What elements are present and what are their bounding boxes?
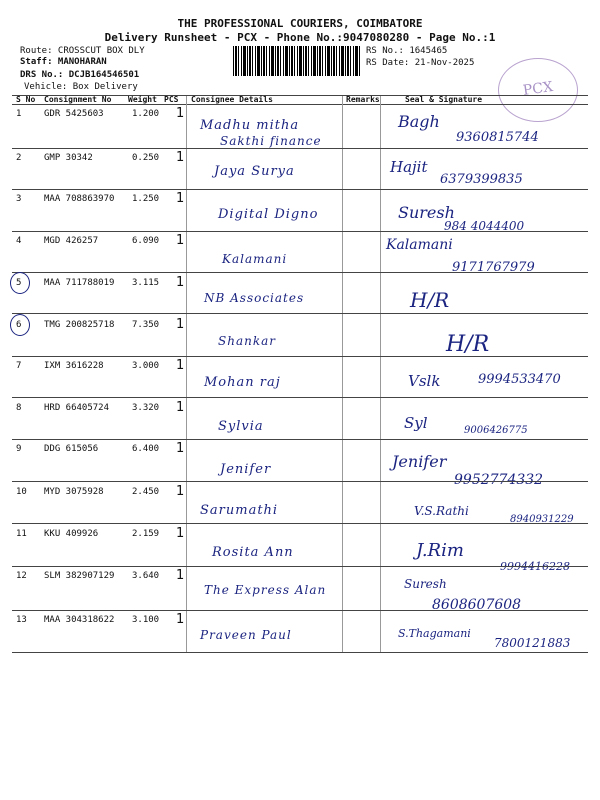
row-sno: 6 xyxy=(16,320,22,330)
row-sno: 10 xyxy=(16,487,27,497)
row-pcs: 1 xyxy=(176,400,185,415)
row-consignment: MAA 304318622 xyxy=(44,615,115,625)
row-signature: Suresh xyxy=(398,203,455,222)
row-weight: 2.159 xyxy=(132,529,160,539)
row-sno: 12 xyxy=(16,571,27,581)
row-signature-phone: 9994533470 xyxy=(478,372,561,387)
row-consignee-name: Madhu mitha xyxy=(200,118,300,133)
drs-number: DRS No.: DCJB164546501 xyxy=(20,70,140,80)
row-sno: 7 xyxy=(16,361,22,371)
row-signature: Bagh xyxy=(398,112,440,131)
row-signature-phone: 9952774332 xyxy=(454,472,544,488)
row-pcs: 1 xyxy=(176,106,185,121)
row-consignee-name: Sylvia xyxy=(218,419,264,434)
row-signature: Jenifer xyxy=(392,452,447,471)
row-weight: 3.100 xyxy=(132,615,160,625)
row-weight: 3.115 xyxy=(132,278,160,288)
col-header-weight: Weight xyxy=(128,95,157,104)
row-weight: 3.320 xyxy=(132,403,160,413)
header-bottom-border xyxy=(12,104,588,105)
row-sno: 5 xyxy=(16,278,22,288)
row-consignee-name: Jaya Surya xyxy=(214,164,295,179)
row-consignment: GDR 5425603 xyxy=(44,109,104,119)
row-consignment: IXM 3616228 xyxy=(44,361,104,371)
row-consignment: MGD 426257 xyxy=(44,236,99,246)
row-weight: 6.400 xyxy=(132,444,160,454)
row-signature: Kalamani xyxy=(386,237,453,253)
row-sno: 4 xyxy=(16,236,22,246)
row-sno: 3 xyxy=(16,194,22,204)
remarks-column-divider xyxy=(342,96,343,652)
row-signature-phone: 9171767979 xyxy=(452,260,535,275)
row-signature: V.S.Rathi xyxy=(414,504,469,518)
row-sno: 9 xyxy=(16,444,22,454)
row-pcs: 1 xyxy=(176,317,185,332)
col-header-seal: Seal & Signature xyxy=(405,95,483,104)
row-signature-phone: 984 4044400 xyxy=(444,219,525,233)
row-signature-phone: 8608607608 xyxy=(432,597,522,613)
row-consignment: SLM 382907129 xyxy=(44,571,115,581)
row-consignee-name: The Express Alan xyxy=(204,583,327,597)
row-signature-phone: 9360815744 xyxy=(456,130,539,145)
consignee-column-divider xyxy=(186,96,187,652)
table-bottom-border xyxy=(12,652,588,653)
row-pcs: 1 xyxy=(176,568,185,583)
row-weight: 3.000 xyxy=(132,361,160,371)
row-pcs: 1 xyxy=(176,441,185,456)
row-signature: Suresh xyxy=(404,577,447,591)
runsheet-subtitle: Delivery Runsheet - PCX - Phone No.:9047080280 - Page No.:1 xyxy=(104,31,496,44)
row-signature: Syl xyxy=(404,414,428,432)
row-consignment: TMG 200825718 xyxy=(44,320,115,330)
row-consignee-name: Mohan raj xyxy=(204,375,281,390)
row-weight: 2.450 xyxy=(132,487,160,497)
row-weight: 6.090 xyxy=(132,236,160,246)
row-pcs: 1 xyxy=(176,150,185,165)
row-consignment: MAA 711788019 xyxy=(44,278,115,288)
row-consignee-name: Kalamani xyxy=(222,252,288,266)
row-signature-phone: 9006426775 xyxy=(464,425,528,436)
row-signature-phone: 6379399835 xyxy=(440,172,523,187)
staff-label: Staff: MANOHARAN xyxy=(20,57,107,67)
row-divider xyxy=(12,523,588,524)
seal-column-divider xyxy=(380,96,381,652)
row-pcs: 1 xyxy=(176,612,185,627)
row-divider xyxy=(12,148,588,149)
row-divider xyxy=(12,439,588,440)
col-header-remarks: Remarks xyxy=(346,95,380,104)
row-pcs: 1 xyxy=(176,233,185,248)
row-pcs: 1 xyxy=(176,526,185,541)
row-pcs: 1 xyxy=(176,275,185,290)
row-sno: 13 xyxy=(16,615,27,625)
col-header-sno: S No xyxy=(16,95,36,104)
rs-date: RS Date: 21-Nov-2025 xyxy=(366,58,475,68)
row-signature: Hajit xyxy=(390,158,428,176)
row-weight: 7.350 xyxy=(132,320,160,330)
row-consignment: MAA 708863970 xyxy=(44,194,115,204)
col-header-pcs: PCS xyxy=(164,95,179,104)
row-sno: 2 xyxy=(16,153,22,163)
col-header-consignment: Consignment No xyxy=(44,95,112,104)
row-signature: J.Rim xyxy=(416,540,464,561)
row-weight: 1.250 xyxy=(132,194,160,204)
row-consignment: HRD 66405724 xyxy=(44,403,110,413)
row-divider xyxy=(12,397,588,398)
row-consignee-name: Shankar xyxy=(218,334,276,348)
row-signature-phone: 9994416228 xyxy=(500,560,570,573)
row-consignee-name: NB Associates xyxy=(204,291,305,305)
row-weight: 0.250 xyxy=(132,153,160,163)
row-divider xyxy=(12,313,588,314)
row-signature: S.Thagamani xyxy=(398,627,471,640)
row-divider xyxy=(12,356,588,357)
row-consignee-name: Praveen Paul xyxy=(200,628,292,642)
pcx-stamp xyxy=(498,58,578,122)
row-consignment: MYD 3075928 xyxy=(44,487,104,497)
row-sno: 8 xyxy=(16,403,22,413)
row-consignment: KKU 409926 xyxy=(44,529,99,539)
row-signature: H/R xyxy=(410,288,450,312)
row-signature-phone: 8940931229 xyxy=(510,514,574,525)
row-pcs: 1 xyxy=(176,484,185,499)
row-consignee-name: Rosita Ann xyxy=(212,545,294,560)
row-pcs: 1 xyxy=(176,191,185,206)
row-divider xyxy=(12,189,588,190)
col-header-consignee: Consignee Details xyxy=(191,95,273,104)
row-pcs: 1 xyxy=(176,358,185,373)
row-consignee-name: Digital Digno xyxy=(218,207,319,222)
row-consignee-name: Sarumathi xyxy=(200,503,279,518)
vehicle-label: Vehicle: Box Delivery xyxy=(24,82,138,92)
row-sno: 1 xyxy=(16,109,22,119)
row-divider xyxy=(12,272,588,273)
row-divider xyxy=(12,610,588,611)
row-signature: H/R xyxy=(446,332,490,357)
stamp-text: PCX xyxy=(521,78,555,100)
row-signature: Vslk xyxy=(408,372,441,390)
company-title: THE PROFESSIONAL COURIERS, COIMBATORE xyxy=(177,17,423,30)
row-weight: 1.200 xyxy=(132,109,160,119)
row-consignee-name: Jenifer xyxy=(220,462,272,477)
row-divider xyxy=(12,481,588,482)
row-divider xyxy=(12,231,588,232)
row-consignment: GMP 30342 xyxy=(44,153,93,163)
row-consignment: DDG 615056 xyxy=(44,444,99,454)
row-consignee-company: Sakthi finance xyxy=(220,134,322,148)
row-signature-phone: 7800121883 xyxy=(494,636,571,650)
row-weight: 3.640 xyxy=(132,571,160,581)
route-label: Route: CROSSCUT BOX DLY xyxy=(20,46,145,56)
barcode-image xyxy=(233,46,361,76)
rs-number: RS No.: 1645465 xyxy=(366,46,448,56)
row-divider xyxy=(12,566,588,567)
row-sno: 11 xyxy=(16,529,27,539)
